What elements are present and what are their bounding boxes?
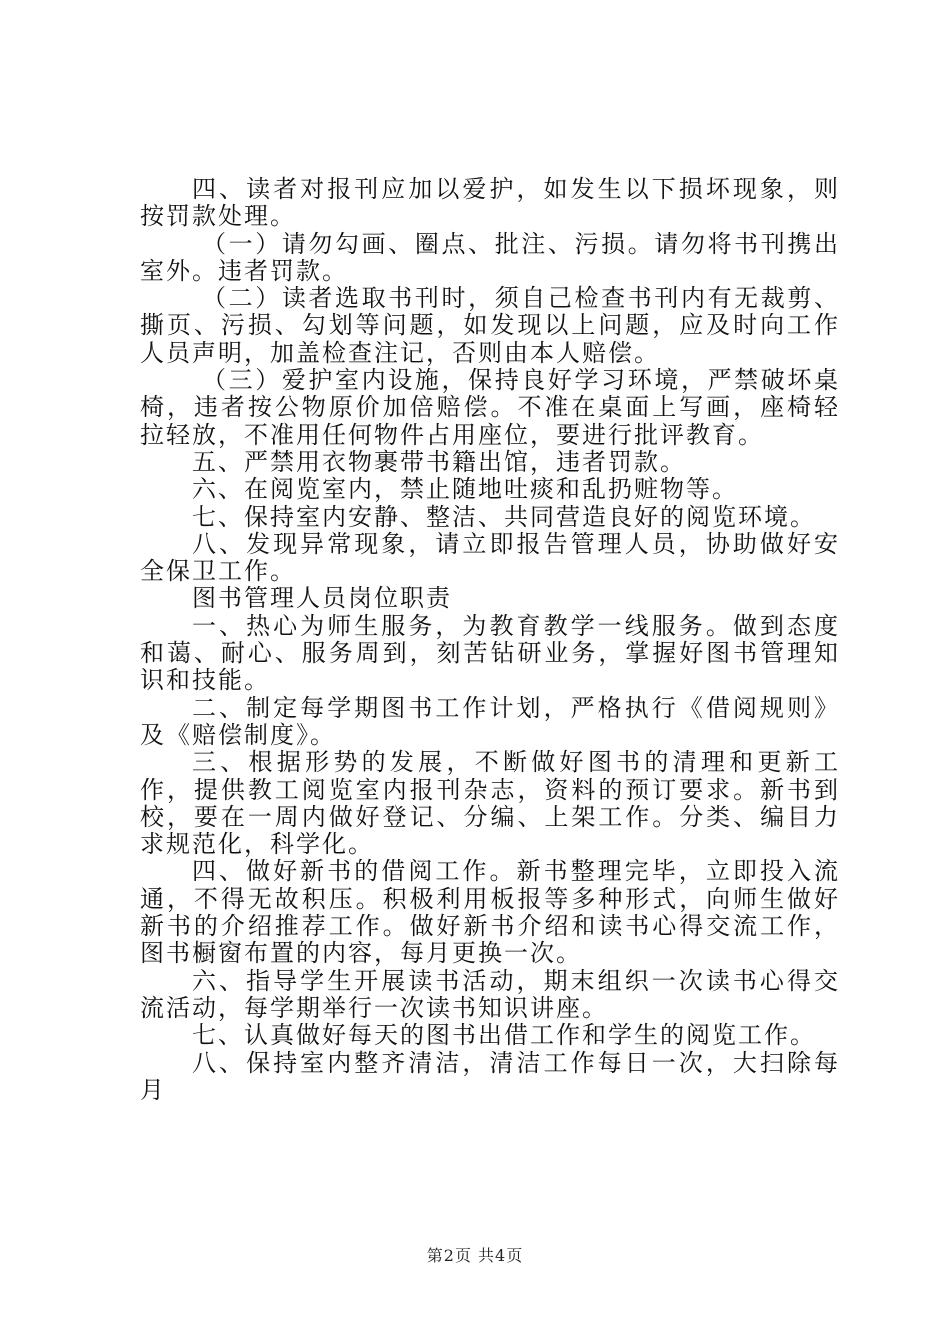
paragraph-rule-6: 六、在阅览室内，禁止随地吐痰和乱扔赃物等。 [192,475,738,504]
paragraph-duty-1: 一、热心为师生服务，为教育教学一线服务。做到态度和蔼、耐心、服务周到，刻苦钻研业务，掌握好图书管理知识和技能。 [140,611,840,695]
section-heading: 图书管理人员岗位职责 [192,584,452,613]
paragraph-rule-4-1: （一）请勿勾画、圈点、批注、污损。请勿将书刊携出室外。违者罚款。 [140,229,840,285]
paragraph-rule-4: 四、读者对报刊应加以爱护，如发生以下损坏现象，则按罚款处理。 [140,175,840,231]
paragraph-rule-8: 八、发现异常现象，请立即报告管理人员，协助做好安全保卫工作。 [140,529,840,586]
page-indicator: 第2页 共4页 [426,1246,524,1265]
paragraph-duty-7: 七、认真做好每天的图书出借工作和学生的阅览工作。 [192,1021,816,1050]
paragraph-duty-8: 八、保持室内整齐清洁，清洁工作每日一次，大扫除每月 [140,1048,840,1104]
paragraph-rule-4-3: （三）爱护室内设施，保持良好学习环境，严禁破坏桌椅，违者按公物原价加倍赔偿。不准在桌面上写画，座椅轻拉轻放，不准用任何物件占用座位，要进行批评教育。 [140,366,840,449]
document-body [140,176,840,1104]
paragraph-rule-4-2: （二）读者选取书刊时，须自己检查书刊内有无裁剪、撕页、污损、勾划等问题，如发现以上问题，应及时向工作人员声明，加盖检查注记，否则由本人赔偿。 [140,284,840,367]
paragraph-rule-5: 五、严禁用衣物裹带书籍出馆，违者罚款。 [192,447,686,476]
paragraph-duty-4: 四、做好新书的借阅工作。新书整理完毕，立即投入流通，不得无故积压。积极利用板报等多种形式，向师生做好新书的介绍推荐工作。做好新书介绍和读书心得交流工作，图书橱窗布置的内容，每月更换一次。 [140,857,840,968]
paragraph-duty-2: 二、制定每学期图书工作计划，严格执行《借阅规则》及《赔偿制度》。 [140,693,840,749]
paragraph-duty-3: 三、根据形势的发展，不断做好图书的清理和更新工作，提供教工阅览室内报刊杂志，资料的预订要求。新书到校，要在一周内做好登记、分编、上架工作。分类、编目力求规范化，科学化。 [140,748,840,859]
paragraph-duty-6: 六、指导学生开展读书活动，期末组织一次读书心得交流活动，每学期举行一次读书知识讲座。 [140,966,840,1022]
paragraph-rule-7: 七、保持室内安静、整洁、共同营造良好的阅览环境。 [192,502,816,531]
